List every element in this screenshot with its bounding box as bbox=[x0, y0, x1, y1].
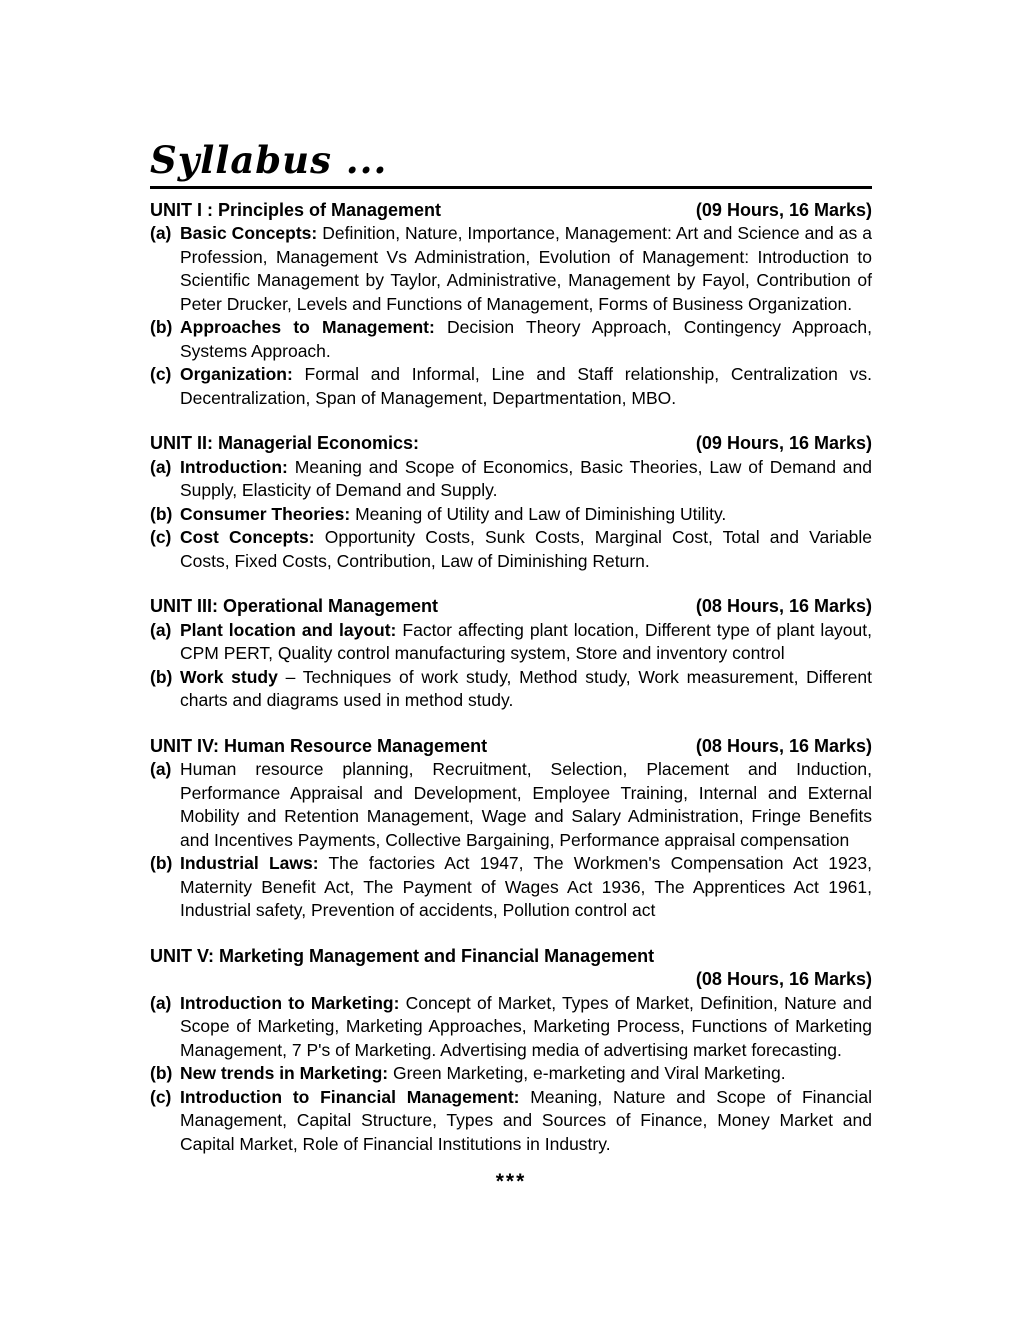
unit-2-item-b bbox=[150, 503, 872, 527]
unit-2-title: UNIT II: Managerial Economics: bbox=[150, 433, 420, 454]
unit-5-item-a bbox=[150, 992, 872, 1063]
item-label: (b) bbox=[150, 503, 173, 524]
item-label: (b) bbox=[150, 1063, 173, 1084]
item-label: (a) bbox=[150, 456, 172, 477]
item-label: (c) bbox=[150, 364, 172, 385]
unit-2-hours: (09 Hours, 16 Marks) bbox=[695, 433, 872, 454]
unit-2 bbox=[150, 432, 872, 573]
page-title: Syllabus ... bbox=[150, 138, 388, 182]
unit-2-item-c bbox=[150, 526, 872, 573]
item-body: Meaning and Scope of Economics, Basic Theories, Law of Demand and Supply, Elasticity of Demand and Supply. bbox=[180, 456, 873, 501]
item-lead: Basic Concepts: bbox=[180, 223, 318, 244]
item-body: Meaning of Utility and Law of Diminishing Utility. bbox=[355, 503, 727, 524]
item-body: Green Marketing, e-marketing and Viral Marketing. bbox=[392, 1063, 786, 1084]
unit-1-item-b bbox=[150, 316, 872, 363]
unit-4-item-b bbox=[150, 852, 872, 923]
item-lead: New trends in Marketing: bbox=[180, 1063, 389, 1084]
item-text bbox=[180, 1062, 872, 1086]
item-text bbox=[180, 666, 872, 713]
unit-2-item-a bbox=[150, 456, 872, 503]
item-label: (a) bbox=[150, 619, 172, 640]
item-text bbox=[180, 619, 872, 666]
item-lead: Work study bbox=[180, 666, 278, 687]
unit-4-title: UNIT IV: Human Resource Management bbox=[150, 735, 488, 756]
item-body: Opportunity Costs, Sunk Costs, Marginal Cost, Total and Variable Costs, Fixed Costs, Contribution, Law of Diminishing Return. bbox=[180, 527, 872, 571]
unit-1-title: UNIT I : Principles of Management bbox=[150, 199, 442, 220]
unit-5-item-c bbox=[150, 1086, 872, 1157]
item-label: (b) bbox=[150, 853, 173, 874]
item-label: (c) bbox=[150, 527, 172, 548]
item-label: (a) bbox=[150, 759, 172, 780]
item-label: (c) bbox=[150, 1086, 172, 1107]
item-body: Human resource planning, Recruitment, Selection, Placement and Induction, Performance Appraisal and Development, Employee Training, Internal and External Mobility and Retention Management, Wage and Salary Administration, Fringe Benefits and Incentives Payments, Collective Bargaining, Performance appraisal compensation bbox=[180, 759, 872, 850]
unit-1-item-c bbox=[150, 363, 872, 410]
unit-3-title: UNIT III: Operational Management bbox=[150, 596, 439, 617]
item-lead: Plant location and layout: bbox=[180, 619, 397, 640]
item-label: (a) bbox=[150, 223, 172, 244]
item-label: (b) bbox=[150, 666, 173, 687]
unit-3-heading bbox=[150, 595, 872, 619]
item-lead: Organization: bbox=[180, 364, 293, 385]
unit-5-heading bbox=[150, 945, 872, 969]
item-text bbox=[180, 992, 872, 1063]
unit-4-heading bbox=[150, 735, 872, 759]
item-label: (b) bbox=[150, 317, 173, 338]
item-lead: Introduction to Financial Management: bbox=[180, 1086, 520, 1107]
item-text bbox=[180, 503, 872, 527]
unit-1-heading bbox=[150, 199, 872, 223]
unit-5-item-b bbox=[150, 1062, 872, 1086]
item-lead: Consumer Theories: bbox=[180, 503, 351, 524]
unit-4 bbox=[150, 735, 872, 923]
unit-3 bbox=[150, 595, 872, 713]
item-text bbox=[180, 526, 872, 573]
item-body: – Techniques of work study, Method study, Work measurement, Different charts and diagrams used in method study. bbox=[180, 666, 872, 711]
item-lead: Introduction to Marketing: bbox=[180, 992, 400, 1013]
item-text bbox=[180, 363, 872, 410]
unit-5-hours-line bbox=[150, 968, 872, 992]
item-body: Formal and Informal, Line and Staff relationship, Centralization vs. Decentralization, Span of Management, Departmentation, MBO. bbox=[180, 364, 872, 408]
unit-5-title: UNIT V: Marketing Management and Financial Management bbox=[150, 945, 655, 966]
item-body: Decision Theory Approach, Contingency Approach, Systems Approach. bbox=[180, 317, 872, 361]
unit-5-hours: (08 Hours, 16 Marks) bbox=[695, 969, 872, 990]
item-body: Factor affecting plant location, Different type of plant layout, CPM PERT, Quality control manufacturing system, Store and inventory control bbox=[180, 619, 872, 664]
item-lead: Introduction: bbox=[180, 456, 288, 477]
item-text bbox=[180, 852, 872, 923]
item-text bbox=[180, 456, 872, 503]
item-body: Concept of Market, Types of Market, Definition, Nature and Scope of Marketing, Marketing Approaches, Marketing Process, Functions of Marketing Management, 7 P's of Marketing. Advertising media of advertising market forecasting. bbox=[180, 992, 872, 1060]
unit-4-hours: (08 Hours, 16 Marks) bbox=[695, 735, 872, 756]
item-body: The factories Act 1947, The Workmen's Compensation Act 1923, Maternity Benefit Act, The Payment of Wages Act 1936, The Apprentices Act 1961, Industrial safety, Prevention of accidents, Pollution control act bbox=[180, 853, 873, 921]
item-body: Meaning, Nature and Scope of Financial Management, Capital Structure, Types and Sources of Finance, Money Market and Capital Market, Role of Financial Institutions in Industry. bbox=[180, 1086, 873, 1154]
item-text bbox=[180, 316, 872, 363]
unit-4-item-a bbox=[150, 758, 872, 852]
title-rule bbox=[150, 186, 872, 189]
item-text bbox=[180, 758, 872, 852]
unit-2-heading bbox=[150, 432, 872, 456]
item-text bbox=[180, 222, 872, 316]
item-label: (a) bbox=[150, 992, 172, 1013]
unit-1 bbox=[150, 199, 872, 411]
item-lead: Industrial Laws: bbox=[180, 853, 319, 874]
unit-3-item-a bbox=[150, 619, 872, 666]
unit-5 bbox=[150, 945, 872, 1157]
unit-3-item-b bbox=[150, 666, 872, 713]
item-text bbox=[180, 1086, 872, 1157]
unit-1-hours: (09 Hours, 16 Marks) bbox=[695, 199, 872, 220]
item-lead: Cost Concepts: bbox=[180, 527, 315, 548]
unit-1-item-a bbox=[150, 222, 872, 316]
item-body: Definition, Nature, Importance, Management: Art and Science and as a Profession, Management Vs Administration, Evolution of Management: Introduction to Scientific Management by Taylor, Administrative, Management by Fayol, Contribution of Peter Drucker, Levels and Functions of Management, Forms of Business Organization. bbox=[180, 223, 872, 314]
unit-3-hours: (08 Hours, 16 Marks) bbox=[695, 596, 872, 617]
item-lead: Approaches to Management: bbox=[180, 317, 435, 338]
end-of-document-marker: *** bbox=[495, 1170, 527, 1194]
